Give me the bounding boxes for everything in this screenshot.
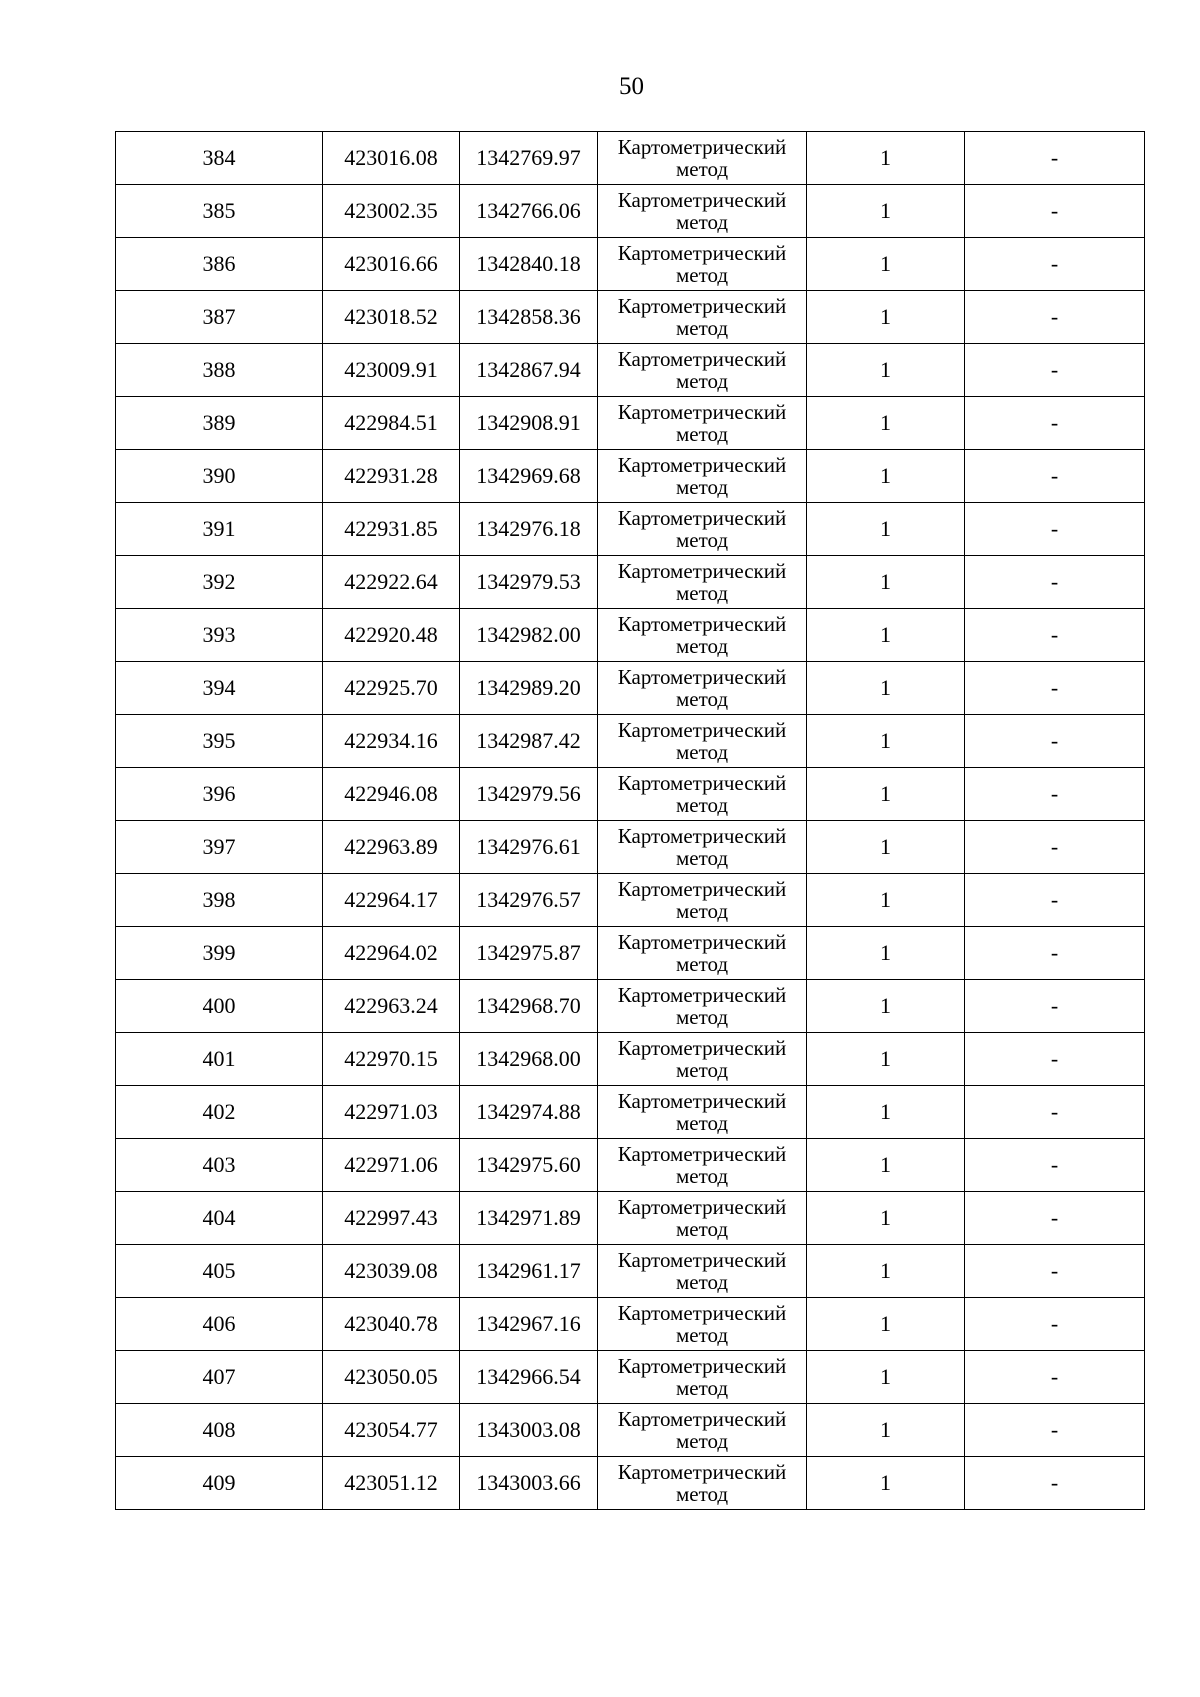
y-coordinate-cell: 1342976.18: [460, 503, 598, 556]
accuracy-cell: 1: [807, 927, 965, 980]
description-cell: -: [965, 662, 1145, 715]
method-line-2: метод: [675, 1164, 729, 1188]
x-coordinate-cell: 422931.28: [323, 450, 460, 503]
description-cell: -: [965, 1139, 1145, 1192]
method-line-2: метод: [675, 1005, 729, 1029]
method-line-1: Картометрический: [617, 1354, 787, 1378]
description-cell: -: [965, 874, 1145, 927]
method-cell: [598, 450, 807, 503]
description-cell: -: [965, 821, 1145, 874]
x-coordinate-cell: 423054.77: [323, 1404, 460, 1457]
accuracy-cell: 1: [807, 450, 965, 503]
y-coordinate-cell: 1342989.20: [460, 662, 598, 715]
method-line-1: Картометрический: [617, 241, 787, 265]
table-row: [116, 1033, 1145, 1086]
method-line-1: Картометрический: [617, 771, 787, 795]
method-line-2: метод: [675, 793, 729, 817]
point-number-cell: 390: [116, 450, 323, 503]
method-line-1: Картометрический: [617, 1142, 787, 1166]
method-cell: [598, 821, 807, 874]
method-line-1: Картометрический: [617, 400, 787, 424]
method-cell: [598, 291, 807, 344]
method-line-2: метод: [675, 157, 729, 181]
description-cell: -: [965, 1298, 1145, 1351]
x-coordinate-cell: 422922.64: [323, 556, 460, 609]
point-number-cell: 389: [116, 397, 323, 450]
accuracy-cell: 1: [807, 1086, 965, 1139]
method-line-2: метод: [675, 740, 729, 764]
accuracy-cell: 1: [807, 715, 965, 768]
point-number-cell: 388: [116, 344, 323, 397]
y-coordinate-cell: 1342968.00: [460, 1033, 598, 1086]
point-number-cell: 407: [116, 1351, 323, 1404]
method-line-2: метод: [675, 581, 729, 605]
description-cell: -: [965, 980, 1145, 1033]
method-cell: [598, 132, 807, 185]
table-row: [116, 874, 1145, 927]
method-line-2: метод: [675, 1429, 729, 1453]
x-coordinate-cell: 422920.48: [323, 609, 460, 662]
accuracy-cell: 1: [807, 1245, 965, 1298]
table-row: [116, 556, 1145, 609]
y-coordinate-cell: 1342987.42: [460, 715, 598, 768]
method-cell: [598, 1086, 807, 1139]
method-line-1: Картометрический: [617, 824, 787, 848]
method-line-1: Картометрический: [617, 506, 787, 530]
accuracy-cell: 1: [807, 1192, 965, 1245]
y-coordinate-cell: 1342968.70: [460, 980, 598, 1033]
method-line-1: Картометрический: [617, 1301, 787, 1325]
accuracy-cell: 1: [807, 821, 965, 874]
y-coordinate-cell: 1342908.91: [460, 397, 598, 450]
y-coordinate-cell: 1342976.61: [460, 821, 598, 874]
accuracy-cell: 1: [807, 1033, 965, 1086]
method-line-2: метод: [675, 210, 729, 234]
x-coordinate-cell: 423002.35: [323, 185, 460, 238]
method-line-1: Картометрический: [617, 1248, 787, 1272]
table-row: [116, 715, 1145, 768]
method-line-2: метод: [675, 475, 729, 499]
method-line-1: Картометрический: [617, 1407, 787, 1431]
method-line-1: Картометрический: [617, 188, 787, 212]
method-cell: [598, 1404, 807, 1457]
point-number-cell: 398: [116, 874, 323, 927]
method-line-2: метод: [675, 1376, 729, 1400]
description-cell: -: [965, 927, 1145, 980]
point-number-cell: 397: [116, 821, 323, 874]
accuracy-cell: 1: [807, 874, 965, 927]
x-coordinate-cell: 423018.52: [323, 291, 460, 344]
x-coordinate-cell: 422931.85: [323, 503, 460, 556]
method-cell: [598, 1298, 807, 1351]
method-line-2: метод: [675, 263, 729, 287]
y-coordinate-cell: 1342982.00: [460, 609, 598, 662]
method-cell: [598, 1192, 807, 1245]
method-cell: [598, 503, 807, 556]
table-row: [116, 662, 1145, 715]
description-cell: -: [965, 291, 1145, 344]
x-coordinate-cell: 422963.24: [323, 980, 460, 1033]
y-coordinate-cell: 1342840.18: [460, 238, 598, 291]
x-coordinate-cell: 422964.02: [323, 927, 460, 980]
method-cell: [598, 1033, 807, 1086]
description-cell: -: [965, 1033, 1145, 1086]
x-coordinate-cell: 422971.03: [323, 1086, 460, 1139]
method-cell: [598, 768, 807, 821]
method-line-2: метод: [675, 899, 729, 923]
method-line-2: метод: [675, 1111, 729, 1135]
method-line-1: Картометрический: [617, 718, 787, 742]
table-row: [116, 132, 1145, 185]
accuracy-cell: 1: [807, 344, 965, 397]
method-line-1: Картометрический: [617, 135, 787, 159]
point-number-cell: 393: [116, 609, 323, 662]
table-row: [116, 1139, 1145, 1192]
table-row: [116, 1086, 1145, 1139]
method-cell: [598, 980, 807, 1033]
accuracy-cell: 1: [807, 1404, 965, 1457]
table-row: [116, 768, 1145, 821]
y-coordinate-cell: 1342979.53: [460, 556, 598, 609]
y-coordinate-cell: 1342961.17: [460, 1245, 598, 1298]
accuracy-cell: 1: [807, 1298, 965, 1351]
method-line-2: метод: [675, 952, 729, 976]
point-number-cell: 391: [116, 503, 323, 556]
y-coordinate-cell: 1342967.16: [460, 1298, 598, 1351]
method-cell: [598, 556, 807, 609]
y-coordinate-cell: 1342979.56: [460, 768, 598, 821]
table-row: [116, 344, 1145, 397]
point-number-cell: 404: [116, 1192, 323, 1245]
accuracy-cell: 1: [807, 185, 965, 238]
method-line-1: Картометрический: [617, 983, 787, 1007]
x-coordinate-cell: 422970.15: [323, 1033, 460, 1086]
method-line-2: метод: [675, 1058, 729, 1082]
method-line-2: метод: [675, 634, 729, 658]
accuracy-cell: 1: [807, 1351, 965, 1404]
method-line-1: Картометрический: [617, 1036, 787, 1060]
method-line-2: метод: [675, 369, 729, 393]
accuracy-cell: 1: [807, 1457, 965, 1510]
point-number-cell: 386: [116, 238, 323, 291]
y-coordinate-cell: 1342974.88: [460, 1086, 598, 1139]
description-cell: -: [965, 1404, 1145, 1457]
description-cell: -: [965, 503, 1145, 556]
method-line-1: Картометрический: [617, 612, 787, 636]
point-number-cell: 405: [116, 1245, 323, 1298]
method-cell: [598, 344, 807, 397]
point-number-cell: 401: [116, 1033, 323, 1086]
accuracy-cell: 1: [807, 132, 965, 185]
method-cell: [598, 1351, 807, 1404]
point-number-cell: 387: [116, 291, 323, 344]
point-number-cell: 394: [116, 662, 323, 715]
table-row: [116, 821, 1145, 874]
x-coordinate-cell: 423050.05: [323, 1351, 460, 1404]
x-coordinate-cell: 422946.08: [323, 768, 460, 821]
method-cell: [598, 397, 807, 450]
table-row: [116, 503, 1145, 556]
point-number-cell: 399: [116, 927, 323, 980]
table-row: [116, 609, 1145, 662]
x-coordinate-cell: 423039.08: [323, 1245, 460, 1298]
point-number-cell: 402: [116, 1086, 323, 1139]
point-number-cell: 396: [116, 768, 323, 821]
y-coordinate-cell: 1342969.68: [460, 450, 598, 503]
method-line-2: метод: [675, 1217, 729, 1241]
method-line-1: Картометрический: [617, 559, 787, 583]
method-cell: [598, 1139, 807, 1192]
point-number-cell: 400: [116, 980, 323, 1033]
x-coordinate-cell: 422925.70: [323, 662, 460, 715]
x-coordinate-cell: 423016.08: [323, 132, 460, 185]
table-row: [116, 1351, 1145, 1404]
description-cell: -: [965, 238, 1145, 291]
method-line-1: Картометрический: [617, 1195, 787, 1219]
description-cell: -: [965, 1457, 1145, 1510]
y-coordinate-cell: 1342769.97: [460, 132, 598, 185]
table-row: [116, 927, 1145, 980]
y-coordinate-cell: 1342975.60: [460, 1139, 598, 1192]
method-cell: [598, 1245, 807, 1298]
y-coordinate-cell: 1342975.87: [460, 927, 598, 980]
point-number-cell: 392: [116, 556, 323, 609]
x-coordinate-cell: 423051.12: [323, 1457, 460, 1510]
description-cell: -: [965, 344, 1145, 397]
point-number-cell: 408: [116, 1404, 323, 1457]
method-line-2: метод: [675, 316, 729, 340]
description-cell: -: [965, 185, 1145, 238]
accuracy-cell: 1: [807, 980, 965, 1033]
method-line-1: Картометрический: [617, 930, 787, 954]
point-number-cell: 384: [116, 132, 323, 185]
accuracy-cell: 1: [807, 662, 965, 715]
method-line-1: Картометрический: [617, 877, 787, 901]
x-coordinate-cell: 422934.16: [323, 715, 460, 768]
description-cell: -: [965, 556, 1145, 609]
table-row: [116, 450, 1145, 503]
y-coordinate-cell: 1342867.94: [460, 344, 598, 397]
method-cell: [598, 185, 807, 238]
method-cell: [598, 1457, 807, 1510]
method-line-2: метод: [675, 1482, 729, 1506]
method-line-2: метод: [675, 1323, 729, 1347]
point-number-cell: 395: [116, 715, 323, 768]
method-cell: [598, 927, 807, 980]
point-number-cell: 406: [116, 1298, 323, 1351]
accuracy-cell: 1: [807, 503, 965, 556]
description-cell: -: [965, 715, 1145, 768]
method-cell: [598, 609, 807, 662]
table-row: [116, 1404, 1145, 1457]
accuracy-cell: 1: [807, 1139, 965, 1192]
point-number-cell: 409: [116, 1457, 323, 1510]
method-line-2: метод: [675, 687, 729, 711]
x-coordinate-cell: 423009.91: [323, 344, 460, 397]
method-cell: [598, 874, 807, 927]
y-coordinate-cell: 1342976.57: [460, 874, 598, 927]
x-coordinate-cell: 422984.51: [323, 397, 460, 450]
method-line-1: Картометрический: [617, 453, 787, 477]
description-cell: -: [965, 132, 1145, 185]
method-cell: [598, 238, 807, 291]
accuracy-cell: 1: [807, 291, 965, 344]
table-row: [116, 185, 1145, 238]
method-line-1: Картометрический: [617, 294, 787, 318]
accuracy-cell: 1: [807, 609, 965, 662]
x-coordinate-cell: 422963.89: [323, 821, 460, 874]
method-line-2: метод: [675, 528, 729, 552]
x-coordinate-cell: 422964.17: [323, 874, 460, 927]
table-row: [116, 980, 1145, 1033]
y-coordinate-cell: 1342766.06: [460, 185, 598, 238]
point-number-cell: 403: [116, 1139, 323, 1192]
y-coordinate-cell: 1343003.66: [460, 1457, 598, 1510]
table-row: [116, 1298, 1145, 1351]
y-coordinate-cell: 1342858.36: [460, 291, 598, 344]
x-coordinate-cell: 423016.66: [323, 238, 460, 291]
table-row: [116, 1192, 1145, 1245]
point-number-cell: 385: [116, 185, 323, 238]
page-number: 50: [619, 73, 644, 100]
accuracy-cell: 1: [807, 238, 965, 291]
y-coordinate-cell: 1342971.89: [460, 1192, 598, 1245]
method-line-1: Картометрический: [617, 347, 787, 371]
description-cell: -: [965, 1192, 1145, 1245]
table-row: [116, 1245, 1145, 1298]
y-coordinate-cell: 1343003.08: [460, 1404, 598, 1457]
x-coordinate-cell: 423040.78: [323, 1298, 460, 1351]
y-coordinate-cell: 1342966.54: [460, 1351, 598, 1404]
table-row: [116, 291, 1145, 344]
coordinates-table: [115, 131, 1145, 1510]
table-body: [116, 132, 1145, 1510]
table-row: [116, 1457, 1145, 1510]
description-cell: -: [965, 1086, 1145, 1139]
table-row: [116, 397, 1145, 450]
accuracy-cell: 1: [807, 397, 965, 450]
description-cell: -: [965, 397, 1145, 450]
method-cell: [598, 662, 807, 715]
description-cell: -: [965, 1245, 1145, 1298]
method-line-2: метод: [675, 422, 729, 446]
description-cell: -: [965, 450, 1145, 503]
description-cell: -: [965, 768, 1145, 821]
x-coordinate-cell: 422997.43: [323, 1192, 460, 1245]
method-line-2: метод: [675, 1270, 729, 1294]
method-line-1: Картометрический: [617, 1089, 787, 1113]
accuracy-cell: 1: [807, 768, 965, 821]
method-line-2: метод: [675, 846, 729, 870]
table-row: [116, 238, 1145, 291]
description-cell: -: [965, 609, 1145, 662]
method-line-1: Картометрический: [617, 665, 787, 689]
accuracy-cell: 1: [807, 556, 965, 609]
method-cell: [598, 715, 807, 768]
description-cell: -: [965, 1351, 1145, 1404]
method-line-1: Картометрический: [617, 1460, 787, 1484]
x-coordinate-cell: 422971.06: [323, 1139, 460, 1192]
